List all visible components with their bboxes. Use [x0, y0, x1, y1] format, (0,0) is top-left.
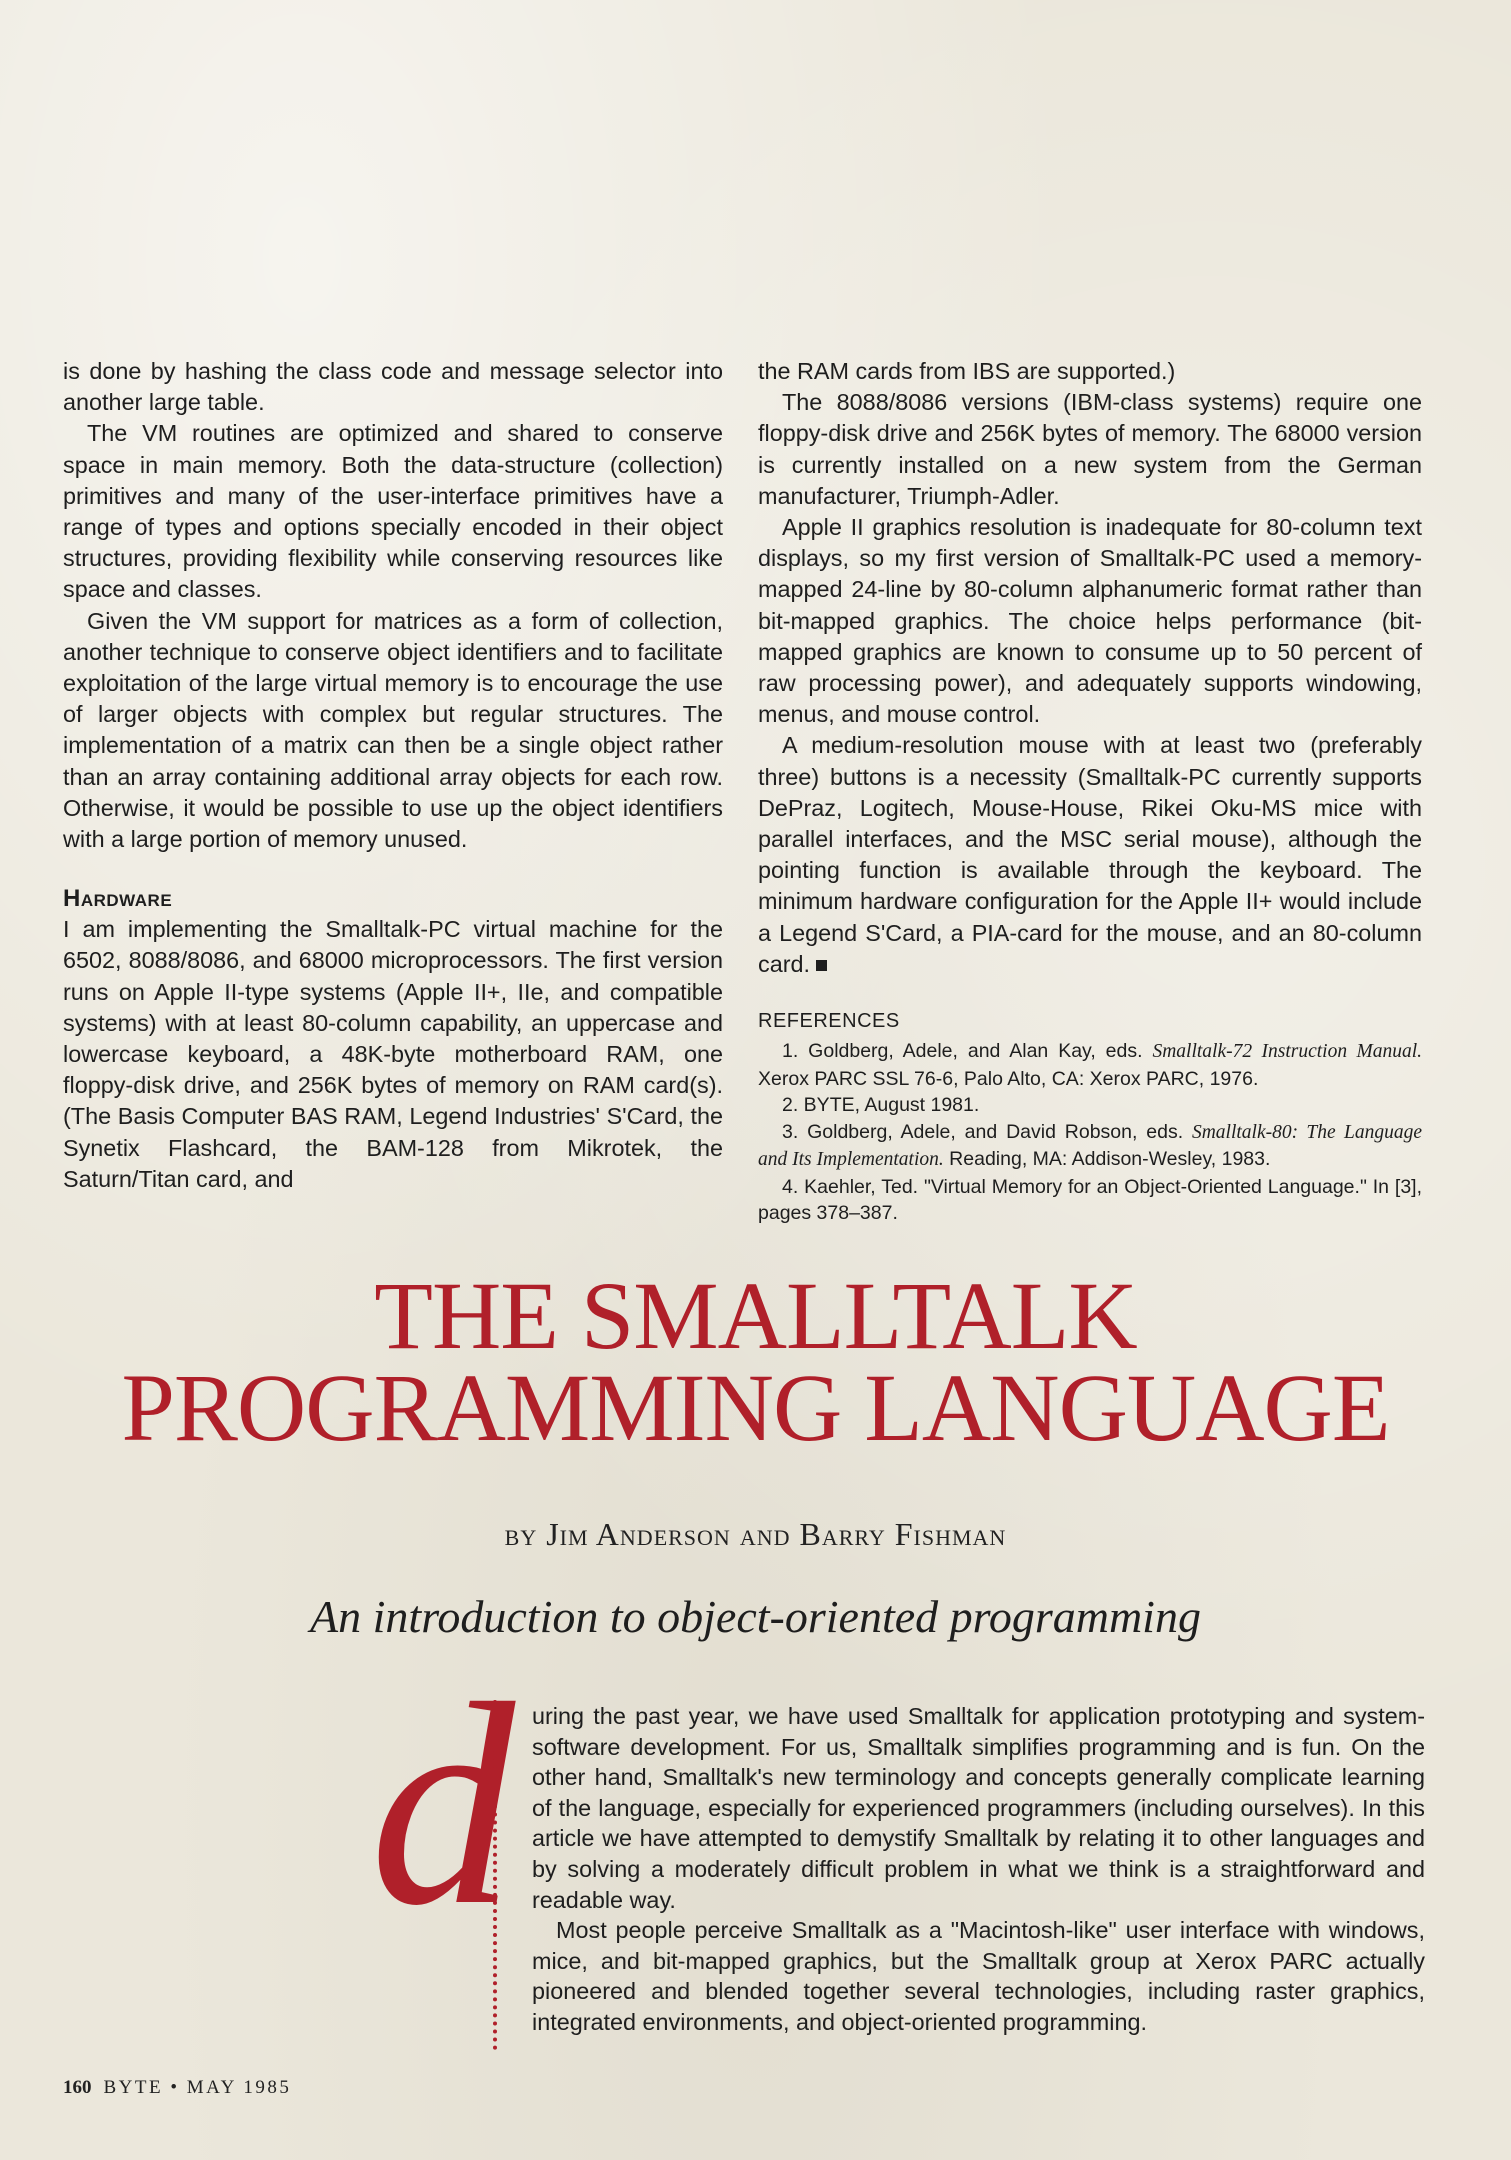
reference-2 — [758, 1092, 1422, 1119]
reference-4-text: 4. Kaehler, Ted. "Virtual Memory for an Object-Oriented Language." In [3], pages 378–387. — [758, 1175, 1422, 1225]
drop-cap-letter: d — [370, 1644, 515, 1965]
reference-3-authors: 3. Goldberg, Adele, and David Robson, eds. — [782, 1120, 1192, 1143]
dotted-vertical-rule — [493, 1700, 497, 2050]
right-paragraph-1: the RAM cards from IBS are supported.) — [758, 358, 1176, 384]
hardware-paragraph: I am implementing the Smalltalk-PC virtual machine for the 6502, 8088/8086, and 68000 microprocessors. The first version runs on Apple II-type systems (Apple II+, IIe, and compatible systems) with at least 80-column capability, an uppercase and lowercase keyboard, a 48K-byte motherboard RAM, one floppy-disk drive, and 256K bytes of memory on RAM card(s). (The Basis Computer BAS RAM, Legend Industries' S'Card, the Synetix Flashcard, the BAM-128 from Mikrotek, the Saturn/Titan card, and — [63, 916, 723, 1192]
article-byline: by Jim Anderson and Barry Fishman — [504, 1516, 1007, 1552]
reference-1 — [758, 1038, 1422, 1092]
right-paragraph-2: The 8088/8086 versions (IBM-class systems) require one floppy-disk drive and 256K bytes of memory. The 68000 version is currently installed on a new system from the German manufacturer, Triumph-Adler. — [758, 389, 1422, 509]
reference-1-publisher: Xerox PARC SSL 76-6, Palo Alto, CA: Xerox PARC, 1976. — [758, 1067, 1259, 1090]
article-title-line-1: THE SMALLTALK — [374, 1262, 1137, 1369]
intro-paragraph-1: uring the past year, we have used Smalltalk for application prototyping and system-software development. For us, Smalltalk simplifies programming and is fun. On the other hand, Smalltalk's new terminology and concepts generally complicate learning of the language, especially for experienced programmers (including ourselves). In this article we have attempted to demystify Smalltalk by relating it to other languages and by solving a moderately difficult problem in what we think is a straightforward and readable way. — [532, 1703, 1425, 1913]
left-paragraph-2: The VM routines are optimized and shared to conserve space in main memory. Both the data-structure (collection) primitives and many of the user-interface primitives have a range of types and options specially encoded in their object structures, providing flexibility while conserving resources like space and classes. — [63, 420, 723, 603]
article-title-line-2: PROGRAMMING LANGUAGE — [121, 1354, 1390, 1461]
reference-1-title: Smalltalk-72 Instruction Manual. — [1152, 1041, 1422, 1063]
left-paragraph-1: is done by hashing the class code and message selector into another large table. — [63, 358, 723, 416]
article-intro — [532, 1701, 1425, 2038]
page-number: 160 — [63, 2077, 92, 2098]
right-paragraph-4-text: A medium-resolution mouse with at least two (preferably three) buttons is a necessity (Smalltalk-PC currently supports DePraz, Logitech, Mouse-House, Rikei Oku-MS mice with parallel interfaces, and the MSC serial mouse), although the pointing function is available through the keyboard. The minimum hardware configuration for the Apple II+ would include a Legend S'Card, a PIA-card for the mouse, and an 80-column card. — [758, 732, 1422, 977]
page-footer — [63, 2077, 291, 2099]
right-text-column — [758, 356, 1422, 1227]
reference-3-publisher: Reading, MA: Addison-Wesley, 1983. — [943, 1148, 1271, 1171]
references-heading: REFERENCES — [758, 1010, 900, 1033]
left-paragraph-3: Given the VM support for matrices as a form of collection, another technique to conserve object identifiers and to facilitate exploitation of the large virtual memory is to encourage the use of larger objects with complex but regular structures. The implementation of a matrix can then be a single object rather than an array containing additional array objects for each row. Otherwise, it would be possible to use up the object identifiers with a large portion of memory unused. — [63, 607, 723, 853]
publication-info: BYTE • MAY 1985 — [103, 2077, 292, 2098]
left-text-column — [63, 356, 723, 1195]
reference-1-authors: 1. Goldberg, Adele, and Alan Kay, eds. — [782, 1040, 1153, 1063]
hardware-section-heading: Hardware — [63, 885, 173, 913]
intro-paragraph-2: Most people perceive Smalltalk as a "Macintosh-like" user interface with windows, mice, and bit-mapped graphics, but the Smalltalk group at Xerox PARC actually pioneered and blended together several technologies, including raster graphics, integrated environments, and object-oriented programming. — [532, 1917, 1425, 2035]
reference-4 — [758, 1174, 1422, 1227]
end-of-article-mark — [816, 960, 827, 971]
reference-3-title: Smalltalk-80: The Language and Its Implementation. — [758, 1121, 1422, 1171]
article-subtitle: An introduction to object-oriented programming — [310, 1591, 1201, 1642]
reference-2-text: 2. BYTE, August 1981. — [782, 1094, 980, 1117]
reference-3 — [758, 1119, 1422, 1174]
right-paragraph-4 — [758, 730, 1422, 980]
right-paragraph-3: Apple II graphics resolution is inadequate for 80-column text displays, so my first version of Smalltalk-PC used a memory-mapped 24-line by 80-column alphanumeric format rather than bit-mapped graphics. The choice helps performance (bit-mapped graphics are known to consume up to 50 percent of raw processing power), and adequately supports windowing, menus, and mouse control. — [758, 514, 1422, 728]
